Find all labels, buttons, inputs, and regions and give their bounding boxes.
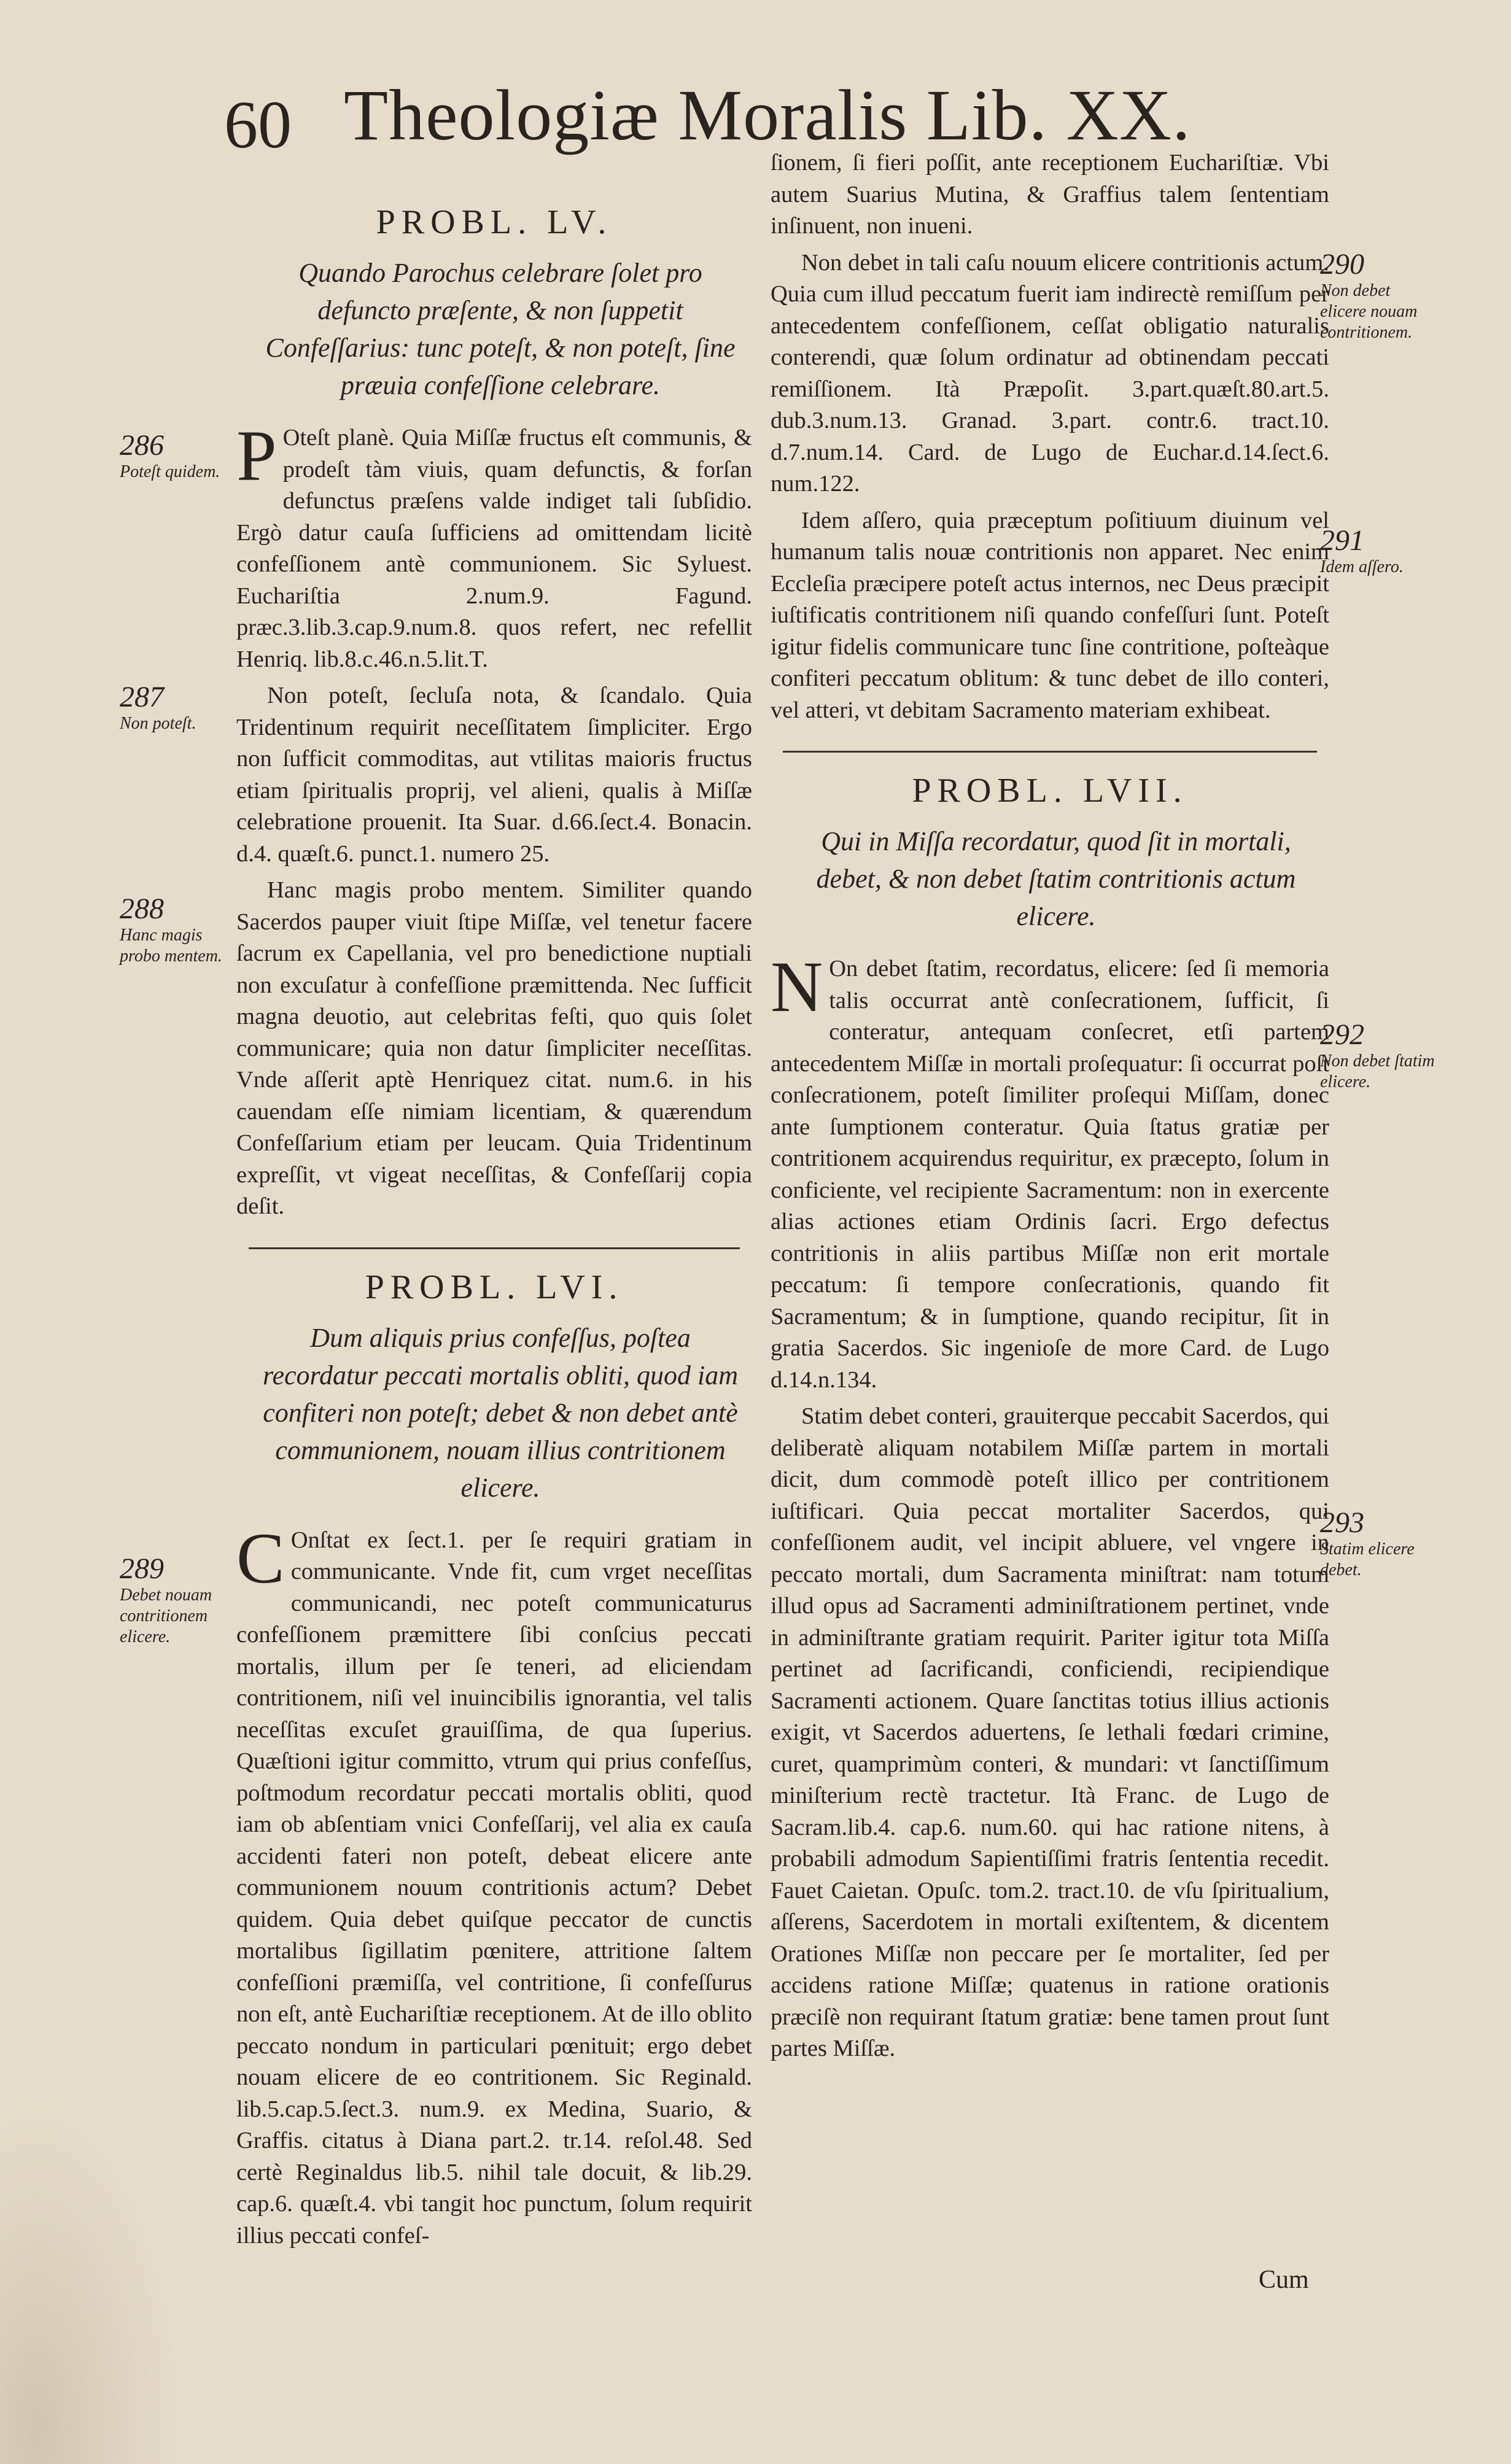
margin-number: 293 [1320,1506,1364,1539]
margin-number: 287 [120,681,164,713]
paper-stain [0,2096,184,2464]
margin-note-287 [120,681,224,734]
paragraph-text: On debet ſtatim, recordatus, elicere: ſed ſi memoria talis occurrat antè conſecrationem, ſufficit, ſi conteratur, antequam conſecret, etſi partem antecedentem Miſſæ in mortali proſequatur: ſi occurrat poſt conſecrationem, poteſt ſimiliter proſequi Miſſam, donec ante ſumptionem conteratur. Quia ſtatus gratiæ per contritionem acquirendus requiritur, ex præcepto, ſolum in conficiente, vel recipiente Sacramentum: non in exercente alias actiones etiam Ordinis ſacri. Ergo defectus contritionis in aliis partibus Miſſæ non erit mortale peccatum: ſi tempore conſecrationis, quando fit Sacramentum; & in ſumptione, quando recipitur, ſit in gratia Sacerdos. Sic ingenioſe de more Card. de Lugo d.14.n.134. [771,956,1329,1393]
paragraph-291: Idem aſſero, quia præceptum poſitiuum diuinum vel humanum talis nouæ contritionis non apparet. Nec enim Eccleſia præcipere poteſt actus internos, nec Deus præcipit iuſtificatis contritionem niſi quando confeſſuri ſunt. Poteſt igitur fidelis communicare tunc ſine contritione, poſteàque confiteri peccatum oblitum: & tunc debet de illo conteri, vel atteri, vt debitam Sacramento materiam exhibeat. [771,507,1329,723]
paragraph-text: Onſtat ex ſect.1. per ſe requiri gratiam in communicante. Vnde fit, cum vrget neceſſitas communicandi, nec poteſt communicaturus confeſſionem præmittere ſibi conſcius peccati mortalis, illum per ſe teneri, ad eliciendam contritionem, niſi vel inuincibilis ignorantia, vel talis neceſſitas excuſet grauiſſima, de qua ſuperius. Quæſtioni igitur committo, vtrum qui prius confeſſus, poſtmodum recordatur peccati mortalis obliti, quod iam ob abſentiam vnici Confeſſarij, vel alia ex cauſa accidenti fateri non poteſt, debeat elicere ante communionem nouum contritionis actum? Debet quidem. Quia debet quiſque peccator de cunctis mortalibus ſigillatim pœnitere, attritione ſaltem confeſſioni præmiſſa, vel contritione, ſi confeſſurus non eſt, antè Euchariſtiæ receptionem. At de illo oblito peccato nondum in particulari pœnituit; ergo debet nouam elicere de eo contritionem. Sic Reginald. lib.5.cap.5.ſect.3. num.9. ex Medina, Suario, & Graffis. citatus à Diana part.2. tr.14. reſol.48. Sed certè Reginaldus lib.5. nihil tale docuit, & lib.29. cap.6. quæſt.4. vbi tangit hoc punctum, ſolum requirit illius peccati confeſ- [236,1527,752,2249]
section-rule [249,1247,740,1249]
paragraph-continuation: ſionem, ſi fieri poſſit, ante receptionem Euchariſtiæ. Vbi autem Suarius Mutina, & Graffius talem ſententiam inſinuent, non inueni. [771,150,1329,239]
right-column [771,147,1329,2070]
margin-gloss: Debet nouam contritionem elicere. [120,1586,212,1646]
margin-gloss: Poteſt quidem. [120,462,220,481]
drop-cap: N [771,947,823,1027]
margin-number: 289 [120,1552,164,1585]
paragraph-289 [236,1517,752,2252]
margin-number: 291 [1320,524,1364,557]
margin-note-293 [1320,1507,1437,1581]
paragraph-290: Non debet in tali caſu nouum elicere contritionis actum. Quia cum illud peccatum fuerit iam indirectè remiſſum per antecedentem confeſſionem, ceſſat obligatio naturalis conterendi, quæ ſolum ordinatur ad obtinendam peccati remiſſionem. Ità Præpoſit. 3.part.quæſt.80.art.5. dub.3.num.13. Granad. 3.part. contr.6. tract.10. d.7.num.14. Card. de Lugo de Euchar.d.14.ſect.6. num.122. [771,249,1329,497]
section-rule [783,751,1317,753]
margin-number: 286 [120,429,164,462]
problem-question-57: Qui in Miſſa recordatur, quod ſit in mortali, debet, & non debet ſtatim contritionis actum elicere. [816,826,1296,931]
margin-gloss: Non debet elicere nouam contritionem. [1320,281,1418,342]
margin-gloss: Non debet ſtatim elicere. [1320,1052,1435,1091]
margin-gloss: Hanc magis probo mentem. [120,926,222,966]
left-column [236,184,752,2257]
margin-note-288 [120,893,224,967]
margin-number: 290 [1320,248,1364,281]
problem-question-56: Dum aliquis prius confeſſus, poſtea recordatur peccati mortalis obliti, quod iam confiteri non poteſt; debet & non debet antè communionem, nouam illius contritionem elicere. [262,1322,739,1503]
margin-note-292 [1320,1019,1437,1093]
margin-note-291 [1320,525,1437,578]
margin-note-290 [1320,249,1437,343]
paragraph-287: Non poteſt, ſecluſa nota, & ſcandalo. Quia Tridentinum requirit neceſſitatem ſimpliciter. Ergo non ſufficit commoditas, aut vtilitas maioris fructus etiam ſpiritualis proprij, vel alieni, qualis à Miſſæ celebratione prouenit. Ita Suar. d.66.ſect.4. Bonacin. d.4. quæſt.6. punct.1. numero 25. [236,683,752,867]
margin-gloss: Non poteſt. [120,714,196,733]
paragraph-text: Oteſt planè. Quia Miſſæ fructus eſt communis, & prodeſt tàm viuis, quam defunctis, & forſan defunctus præſens valde indiget tali ſubſidio. Ergò datur cauſa ſufficiens ad omittendam licitè confeſſionem antè communionem. Sic Syluest. Euchariſtia 2.num.9. Fagund. præc.3.lib.3.cap.9.num.8. quos refert, nec refellit Henriq. lib.8.c.46.n.5.lit.T. [236,425,752,672]
drop-cap: P [236,416,277,496]
problem-question-55: Quando Parochus celebrare ſolet pro defuncto præſente, & non ſuppetit Confeſſarius: tunc poteſt, & non poteſt, ſine præuia confeſſione celebrare. [265,258,736,400]
problem-heading-57: PROBL. LVII. [912,772,1188,810]
margin-gloss: Idem aſſero. [1320,557,1404,576]
running-title: Theologiæ Moralis Lib. XX. [344,75,1191,155]
margin-note-289 [120,1553,224,1648]
paragraph-286 [236,416,752,675]
drop-cap: C [236,1517,285,1598]
margin-note-286 [120,430,224,482]
paragraph-293: Statim debet conteri, grauiterque peccabit Sacerdos, qui deliberatè aliquam notabilem Miſſæ partem in mortali dicit, dum commodè poteſt illico per contritionem iuſtificari. Quia peccat mortaliter Sacerdos, qui confeſſionem audit, vel incipit abluere, vel vngere in peccato mortali, dum Sacramenta miniſtrat: nam totum illud opus ad Sacramenti adminiſtrationem pertinet, vnde in adminiſtrante gratiam requirit. Pariter igitur tota Miſſa pertinet ad ſacrificandi, conficiendi, recipiendique Sacramenti actionem. Quare ſanctitas totius illius actionis exigit, vt Sacerdos aduertens, ſe lethali fœdari crimine, curet, quamprimùm conteri, & mundari: vt ſanctiſſimum miniſterium rectè tractetur. Ità Franc. de Lugo de Sacram.lib.4. cap.6. num.60. qui hac ratione nitens, à probabili admodum Sapientiſſimi fratris ſententia recedit. Fauet Caietan. Opuſc. tom.2. tract.10. de vſu ſpiritualium, aſſerens, Sacerdotem in mortali exiſtentem, & dicentem Orationes Miſſæ non peccare per ſe mortaliter, ſed per accidens ratione Miſſæ; quatenus in ratione orationis præciſè non requirant ſtatum gratiæ: bene tamen prout ſunt partes Miſſæ. [771,1403,1329,2061]
problem-heading-56: PROBL. LVI. [365,1268,624,1306]
problem-heading-55: PROBL. LV. [376,203,613,241]
margin-number: 288 [120,893,164,925]
page-number: 60 [224,87,292,162]
margin-gloss: Statim elicere debet. [1320,1540,1415,1579]
margin-number: 292 [1320,1018,1364,1051]
paragraph-288: Hanc magis probo mentem. Similiter quando Sacerdos pauper viuit ſtipe Miſſæ, vel tenetur facere ſacrum ex Capellania, vel pro benedictione nuptiali non excuſatur à confeſſione præmittenda. Nec ſufficit magna deuotio, aut celebritas feſti, quo quis ſolet communicare; quia non datur ſimpliciter neceſſitas. Vnde aſſerit aptè Henriquez citat. num.6. in his cauendam eſſe nimiam licentiam, & quærendum Confeſſarium etiam per leucam. Quia Tridentinum expreſſit, vt vigeat neceſſitas, & Confeſſarij copia deſit. [236,877,752,1219]
catchword: Cum [1259,2266,1309,2294]
paragraph-292 [771,947,1329,1396]
